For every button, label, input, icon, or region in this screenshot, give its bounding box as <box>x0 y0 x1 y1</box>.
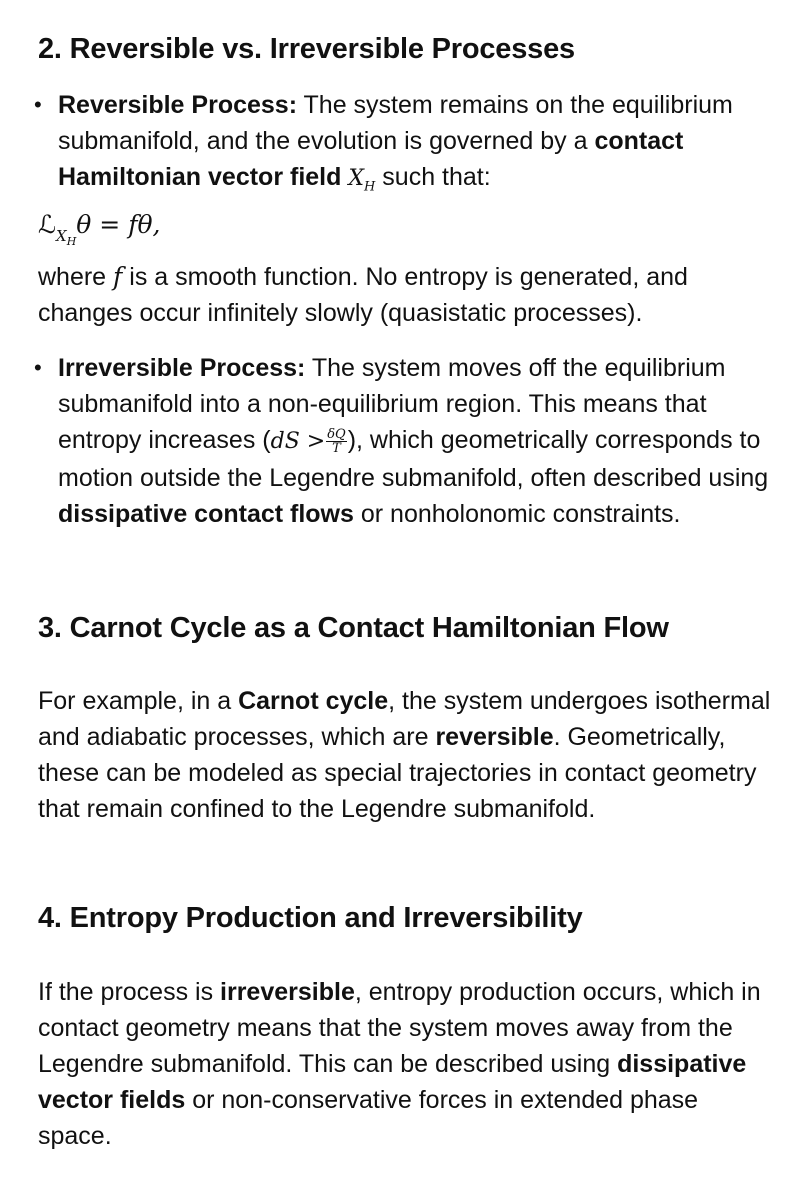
section-3-paragraph: For example, in a Carnot cycle, the system undergoes isothermal and adiabatic processes, which are reversible. Geometrically, these can be modeled as special trajectories in contact geometry that remain confined to the Legendre submanifold. <box>38 687 771 823</box>
bullet-dot: • <box>34 92 42 117</box>
bullet-irreversible: • Irreversible Process: The system moves off the equilibrium submanifold into a non-equilibrium region. This means that entropy increases (dS > $\frac{\delta Q}{T}$ ), which geometrically corresponds to motion outside the Legendre submanifold, often described using dissipative contact flows or nonholonomic constraints. <box>58 350 778 532</box>
reversible-label: Reversible Process: <box>58 91 298 119</box>
math-ds: dS > <box>270 429 326 454</box>
contact-hamiltonian-term: contact Hamiltonian vector field <box>58 127 684 191</box>
math-xh: $X_H$ <box>348 166 376 195</box>
bullet-dot: • <box>34 355 42 380</box>
after-equation-paragraph: where f is a smooth function. No entropy is generated, and changes occur infinitely slowly (quasistatic processes). <box>38 262 688 327</box>
irreversible-label: Irreversible Process: <box>58 354 306 382</box>
section-3-heading: 3. Carnot Cycle as a Contact Hamiltonian Flow <box>38 612 669 644</box>
section-4-heading: 4. Entropy Production and Irreversibility <box>38 902 583 934</box>
section-2-heading: 2. Reversible vs. Irreversible Processes <box>38 33 575 65</box>
dissipative-contact-flows-term: dissipative contact flows <box>58 500 354 528</box>
bullet-reversible: • Reversible Process: The system remains on the equilibrium submanifold, and the evolution is governed by a contact Hamiltonian vector field $X_H$ such that: <box>58 87 778 205</box>
math-fraction: $\frac{\delta Q}{T}$ <box>327 426 346 456</box>
lie-derivative-equation: ℒ$_{X_H}$θ = fθ, <box>38 210 161 248</box>
section-4-paragraph: If the process is irreversible, entropy production occurs, which in contact geometry means that the system moves away from the Legendre submanifold. This can be described using dissipative vector fields or non-conservative forces in extended phase space. <box>38 978 761 1150</box>
